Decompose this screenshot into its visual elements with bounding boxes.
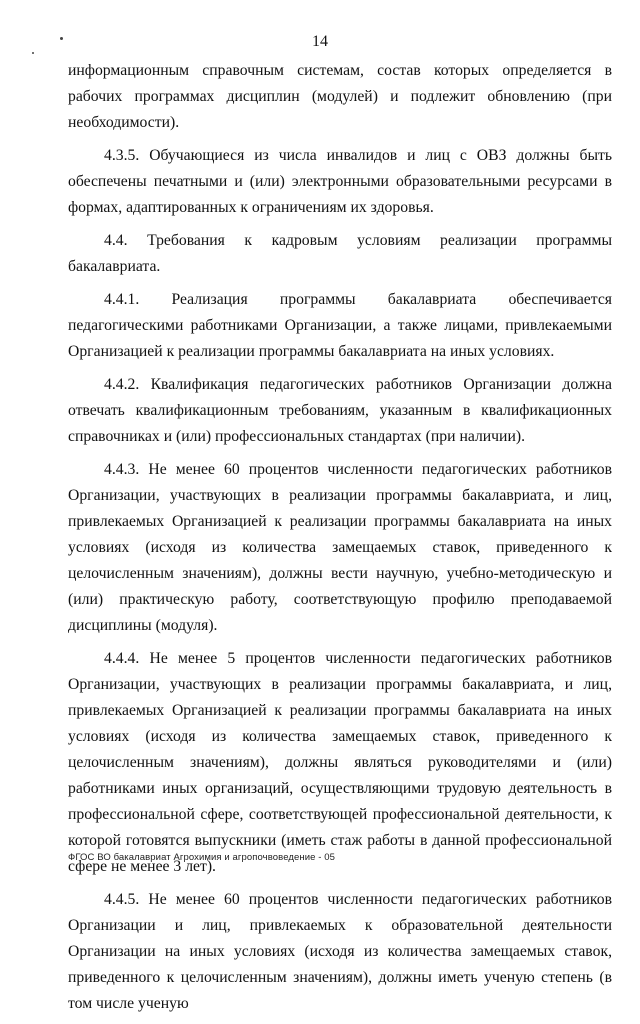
paragraph-continuation: информационным справочным системам, состав которых определяется в рабочих программах дисциплин (модулей) и подлежит обновлению (при необходимости). [68, 62, 612, 131]
page-number: 14 [312, 33, 328, 50]
paragraph-4-4-1: 4.4.1. Реализация программы бакалавриата обеспечивается педагогическими работниками Организации, а также лицами, привлекаемыми Организацией к реализации программы бакалавриата на иных условиях. [68, 291, 612, 360]
paragraph-4-4-5: 4.4.5. Не менее 60 процентов численности педагогических работников Организации и лиц, привлекаемых к образовательной деятельности Организации на иных условиях (исходя из количества замещаемых ставок, приведенного к целочисленным значениям), должны иметь ученую степень (в том числе ученую [68, 891, 612, 1012]
paragraph-4-4-4: 4.4.4. Не менее 5 процентов численности педагогических работников Организации, участвующих в реализации программы бакалавриата, и лиц, привлекаемых Организацией к реализации программы бакалавриата на иных условиях (исходя из количества замещаемых ставок, приведенного к целочисленным значениям), должны являться руководителями и (или) работниками иных организаций, осуществляющими трудовую деятельность в профессиональной сфере, соответствующей профессиональной деятельности, к которой готовятся выпускники (иметь стаж работы в данной профессиональной сфере не менее 3 лет). [68, 650, 612, 875]
document-body [68, 58, 612, 1024]
document-footer: ФГОС ВО бакалавриат Агрохимия и агропочвоведение - 05 [68, 852, 336, 863]
scan-speck [32, 52, 34, 54]
paragraph-4-4-3: 4.4.3. Не менее 60 процентов численности педагогических работников Организации, участвующих в реализации программы бакалавриата, и лиц, привлекаемых Организацией к реализации программы бакалавриата на иных условиях (исходя из количества замещаемых ставок, приведенного к целочисленным значениям), должны вести научную, учебно-методическую и (или) практическую работу, соответствующую профилю преподаваемой дисциплины (модуля). [68, 461, 612, 634]
paragraph-4-4: 4.4. Требования к кадровым условиям реализации программы бакалавриата. [68, 232, 612, 275]
paragraph-4-4-2: 4.4.2. Квалификация педагогических работников Организации должна отвечать квалификационным требованиям, указанным в квалификационных справочниках и (или) профессиональных стандартах (при наличии). [68, 376, 612, 445]
paragraph-4-3-5: 4.3.5. Обучающиеся из числа инвалидов и лиц с ОВЗ должны быть обеспечены печатными и (или) электронными образовательными ресурсами в формах, адаптированных к ограничениям их здоровья. [68, 147, 612, 216]
